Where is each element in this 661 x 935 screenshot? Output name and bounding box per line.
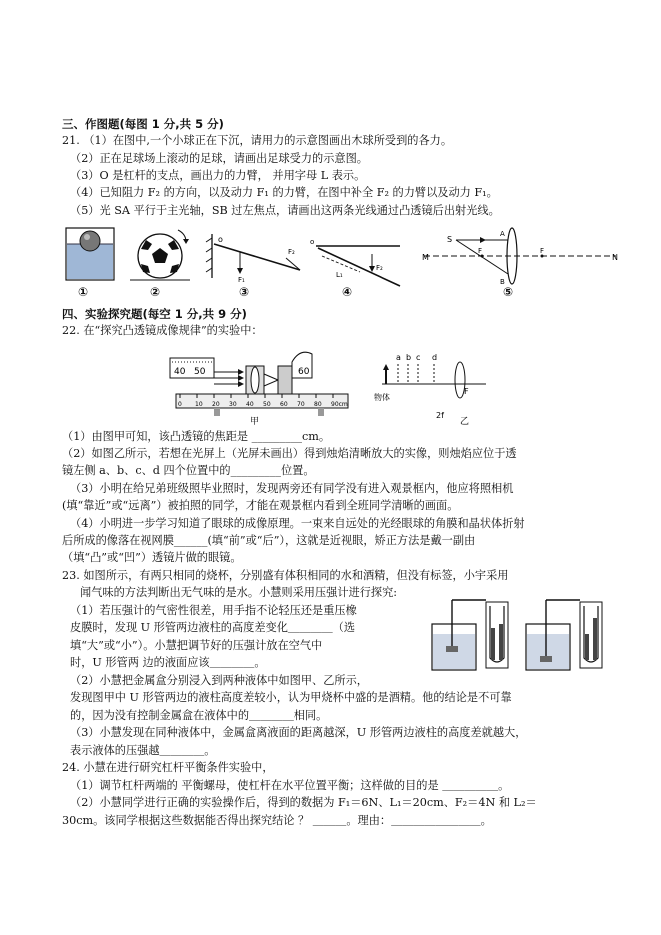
bench-tick-label: 0 — [178, 401, 182, 408]
q22-stem: 22. 在“探究凸透镜成像规律”的实验中： — [62, 324, 263, 337]
q22-3b: (填“靠近”或“远离”）被拍照的同学，才能在观景框内看到全班同学清晰的画面。 — [62, 499, 459, 512]
fig-label-4: ④ — [342, 285, 353, 299]
point-label-c: c — [416, 353, 421, 362]
sinking-ball-figure — [66, 228, 114, 280]
beaker-yi — [526, 600, 602, 670]
fig-yi-label: 乙 — [460, 417, 470, 427]
q22-2b: 镜左侧 a、b、c、d 四个位置中的_________位置。 — [62, 464, 315, 477]
q21-3: （3）O 是杠杆的支点，画出力的力臂， 并用字母 L 表示。 — [70, 169, 366, 182]
q22-figures — [168, 340, 488, 428]
soccer-ball-figure — [130, 230, 190, 280]
bench-tick-label: 40 — [246, 401, 254, 408]
bench-tick-label: 70 — [297, 401, 305, 408]
q23-2b: 发现图甲中 U 形管两边的液柱高度差较小，认为甲烧杯中盛的是酒精。他的结论是不可靠 — [70, 691, 512, 704]
q22-4c: （填“凸”或“凹”）透镜片做的眼镜。 — [62, 551, 242, 564]
lever-o-label: o — [218, 235, 223, 244]
bench-tick-label: 10 — [195, 401, 203, 408]
bench-tick-label: 60 — [280, 401, 288, 408]
pressure-gauge-figure — [428, 594, 608, 674]
fig-label-1: ① — [78, 285, 89, 299]
q23-1b: 皮膜时，发现 U 形管两边液柱的高度差变化＿＿＿＿（选 — [70, 621, 356, 634]
section3-heading: 三、作图题(每图 1 分,共 5 分) — [62, 117, 224, 131]
lever4-o-label: o — [310, 238, 315, 246]
optical-bench-figure — [170, 352, 348, 427]
q24-stem: 24. 小慧在进行研究杠杆平衡条件实验中， — [62, 761, 274, 774]
lever-figure-4 — [310, 238, 400, 286]
q22-2a: （2）如图乙所示，若想在光屏上（光屏未画出）得到烛焰清晰放大的实像，则烛焰应位于透 — [62, 447, 517, 460]
q23-a: 23. 如图所示，有两只相同的烧杯，分别盛有体积相同的水和酒精，但没有标签，小宇采用 — [62, 569, 509, 582]
q21-figures — [60, 222, 620, 302]
bench-tick-label: 50 — [263, 401, 271, 408]
lens-s-label: S — [447, 235, 453, 244]
beaker-jia — [432, 600, 508, 670]
q24-2a: （2）小慧同学进行正确的实验操作后，得到的数据为 F₁＝6N、L₁＝20cm、F₂＝4N 和 L₂＝ — [70, 796, 537, 809]
q22-1: （1）由图甲可知，该凸透镜的焦距是 _________cm。 — [62, 430, 331, 443]
q23-3b: 表示液体的压强越＿＿＿＿。 — [70, 744, 216, 757]
lens-m-label: M — [422, 253, 429, 262]
q23-1a: （1）若压强计的气密性很差，用手指不论轻压还是重压橡 — [70, 604, 357, 617]
bench-tick-label: 20 — [212, 401, 220, 408]
lens-points-figure — [374, 353, 486, 427]
convex-lens-figure — [422, 228, 618, 286]
lever-f2-label: F₂ — [288, 248, 295, 256]
fig-label-5: ⑤ — [503, 285, 514, 299]
object-label: 物体 — [374, 393, 390, 402]
q23-2c: 的，因为没有控制金属盒在液体中的＿＿＿＿相同。 — [70, 709, 328, 722]
fig-label-2: ② — [150, 285, 161, 299]
ruler-50-label: 50 — [194, 367, 206, 377]
q22-4a: （4）小明进一步学习知道了眼球的成像原理。一束来自远处的光经眼球的角膜和晶状体折射 — [70, 517, 525, 530]
lever-f1-label: F₁ — [238, 276, 245, 284]
lens-n-label: N — [612, 253, 618, 262]
q21-4: （4）已知阻力 F₂ 的方向，以及动力 F₁ 的力臂，在图中补全 F₂ 的力臂以及动力 F₁。 — [70, 186, 498, 199]
q21-2: （2）正在足球场上滚动的足球，请画出足球受力的示意图。 — [70, 152, 368, 165]
lever4-f2-label: F₂ — [376, 264, 383, 272]
q23-b: 闻气味的方法判断出无气味的是水。小慧则采用压强计进行探究: — [80, 586, 398, 599]
q22-3a: （3）小明在给兄弟班级照毕业照时，发现两旁还有同学没有进入观景框内，他应将照相机 — [70, 482, 514, 495]
two-f-label: 2f — [436, 411, 444, 420]
point-label-b: b — [406, 353, 412, 362]
lens-f-right-label: F — [540, 247, 545, 255]
lens-f-left-label: F — [478, 247, 483, 255]
q24-1: （1）调节杠杆两端的 平衡螺母，使杠杆在水平位置平衡；这样做的目的是 ＿＿＿＿＿。 — [70, 779, 510, 792]
q21-1: 21. （1）在图中,一个小球正在下沉，请用力的示意图画出木球所受到的各力。 — [62, 134, 453, 147]
f-label: F — [464, 387, 469, 396]
lever-figure-3 — [206, 234, 300, 284]
bench-tick-label: 90cm — [331, 401, 348, 408]
fig-label-3: ③ — [239, 285, 250, 299]
lens-b-label: B — [500, 278, 505, 286]
lens-a-label: A — [500, 230, 505, 238]
q22-4b: 后所成的像落在视网膜______(填“前”或“后”），这就是近视眼，矫正方法是戴一副由 — [62, 534, 476, 547]
q24-2b: 30cm。该同学根据这些数据能否得出探究结论 ？ ＿＿＿。理由：＿＿＿＿＿＿＿＿。 — [62, 814, 492, 827]
fig-jia-label: 甲 — [250, 417, 260, 427]
q21-5: （5）光 SA 平行于主光轴，SB 过左焦点，请画出这两条光线通过凸透镜后出射光线。 — [70, 204, 500, 217]
point-label-a: a — [396, 353, 401, 362]
q23-1c: 填“大”或“小”）。小慧把调节好的压强计放在空气中 — [70, 639, 323, 652]
bench-tick-label: 80 — [314, 401, 322, 408]
bench-tick-label: 30 — [229, 401, 237, 408]
q23-3a: （3）小慧发现在同种液体中，金属盒离液面的距离越深，U 形管两边液柱的高度差就越大， — [70, 726, 527, 739]
ruler-60-label: 60 — [298, 367, 310, 377]
lever4-l1-label: L₁ — [336, 271, 343, 279]
q23-2a: （2）小慧把金属盒分别浸入到两种液体中如图甲、乙所示， — [70, 674, 368, 687]
point-label-d: d — [432, 353, 438, 362]
q23-1d: 时，U 形管两 边的液面应该＿＿＿＿。 — [70, 656, 266, 669]
section4-heading: 四、实验探究题(每空 1 分,共 9 分) — [62, 307, 247, 321]
ruler-40-label: 40 — [174, 367, 186, 377]
